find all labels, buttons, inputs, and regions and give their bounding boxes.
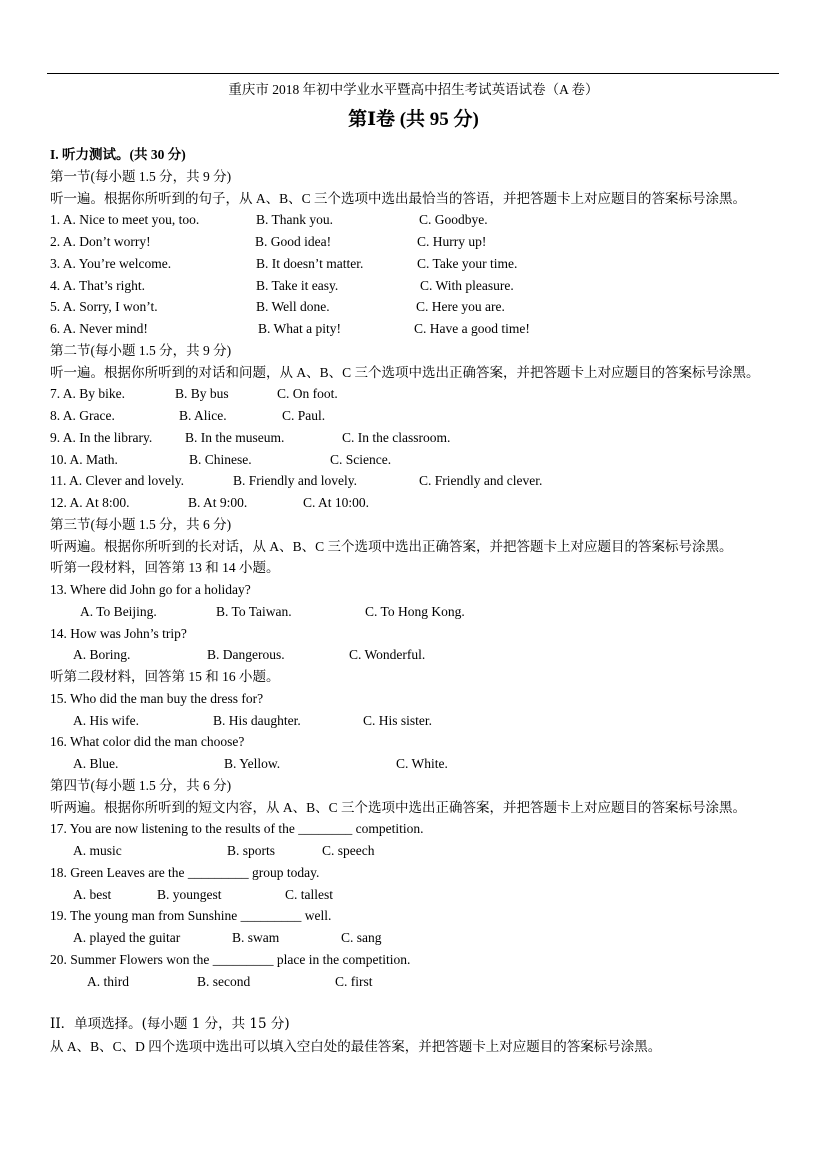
top-rule xyxy=(47,73,779,74)
material2-note: 听第二段材料，回答第 15 和 16 小题。 xyxy=(50,669,280,684)
question-11: 11. A. Clever and lovely. B. Friendly and lovely. C. Friendly and clever. xyxy=(50,473,543,489)
question-13-options: A. To Beijing. B. To Taiwan. C. To Hong Kong. xyxy=(80,603,465,619)
question-5: 5. A. Sorry, I won’t. B. Well done. C. Here you are. xyxy=(50,299,505,315)
question-6: 6. A. Never mind! B. What a pity! C. Have a good time! xyxy=(50,321,530,336)
section3-label: 第三节(每小题 1.5 分，共 6 分) xyxy=(50,516,232,532)
part2-heading: II．单项选择。(每小题 1 分，共 15 分) xyxy=(50,1016,290,1033)
question-2: 2. A. Don’t worry! B. Good idea! C. Hurry up! xyxy=(50,234,487,249)
section-spacer xyxy=(50,992,785,1014)
section3-instruction: 听两遍。根据你所听到的长对话，从 A、B、C 三个选项中选出正确答案，并把答题卡上对应题目的答案标号涂黑。 xyxy=(50,538,733,554)
question-9: 9. A. In the library. B. In the museum. C. In the classroom. xyxy=(50,429,451,445)
question-12: 12. A. At 8:00. B. At 9:00. C. At 10:00. xyxy=(50,495,370,510)
part1-heading: I. 听力测试。(共 30 分) xyxy=(50,147,186,162)
section1-label: 第一节(每小题 1.5 分，共 9 分) xyxy=(50,168,232,184)
question-20-options: A. third B. second C. first xyxy=(87,973,373,989)
material1-note: 听第一段材料，回答第 13 和 14 小题。 xyxy=(50,560,280,576)
section4-instruction: 听两遍。根据你所听到的短文内容，从 A、B、C 三个选项中选出正确答案，并把答题卡上对应题目的答案标号涂黑。 xyxy=(50,799,747,815)
question-17: 17. You are now listening to the results of the ________ competition. xyxy=(50,821,424,837)
question-10: 10. A. Math. B. Chinese. C. Science. xyxy=(50,451,392,467)
question-13: 13. Where did John go for a holiday? xyxy=(50,582,251,597)
question-19-options: A. played the guitar B. swam C. sang xyxy=(73,930,382,945)
question-18: 18. Green Leaves are the _________ group today. xyxy=(50,864,320,880)
question-14: 14. How was John’s trip? xyxy=(50,625,187,641)
section4-label: 第四节(每小题 1.5 分，共 6 分) xyxy=(50,777,232,793)
question-15-options: A. His wife. B. His daughter. C. His sister. xyxy=(73,712,433,728)
question-3: 3. A. You’re welcome. B. It doesn’t matter. C. Take your time. xyxy=(50,255,518,271)
question-8: 8. A. Grace. B. Alice. C. Paul. xyxy=(50,408,326,423)
question-14-options: A. Boring. B. Dangerous. C. Wonderful. xyxy=(73,647,426,663)
exam-header: 重庆市 2018 年初中学业水平暨高中招生考试英语试卷（A 卷） xyxy=(228,82,599,97)
question-7: 7. A. By bike. B. By bus C. On foot. xyxy=(50,386,338,402)
question-16-options: A. Blue. B. Yellow. C. White. xyxy=(73,756,448,771)
exam-content xyxy=(50,144,785,1058)
question-20: 20. Summer Flowers won the _________ place in the competition. xyxy=(50,951,411,967)
part2-instruction: 从 A、B、C、D 四个选项中选出可以填入空白处的最佳答案，并把答题卡上对应题目的答案标号涂黑。 xyxy=(50,1039,662,1054)
question-4: 4. A. That’s right. B. Take it easy. C. With pleasure. xyxy=(50,277,514,293)
question-18-options: A. best B. youngest C. tallest xyxy=(73,886,333,902)
question-17-options: A. music B. sports C. speech xyxy=(73,843,375,858)
question-19: 19. The young man from Sunshine _________ well. xyxy=(50,908,332,924)
section1-instruction: 听一遍。根据你所听到的句子，从 A、B、C 三个选项中选出最恰当的答语，并把答题卡上对应题目的答案标号涂黑。 xyxy=(50,190,747,206)
question-1: 1. A. Nice to meet you, too. B. Thank you. C. Goodbye. xyxy=(50,212,488,228)
question-15: 15. Who did the man buy the dress for? xyxy=(50,690,264,706)
paper-title: 第Ⅰ卷 (共 95 分) xyxy=(348,109,479,130)
section2-label: 第二节(每小题 1.5 分，共 9 分) xyxy=(50,342,232,358)
section2-instruction: 听一遍。根据你所听到的对话和问题，从 A、B、C 三个选项中选出正确答案，并把答题卡上对应题目的答案标号涂黑。 xyxy=(50,364,760,380)
question-16: 16. What color did the man choose? xyxy=(50,734,245,750)
